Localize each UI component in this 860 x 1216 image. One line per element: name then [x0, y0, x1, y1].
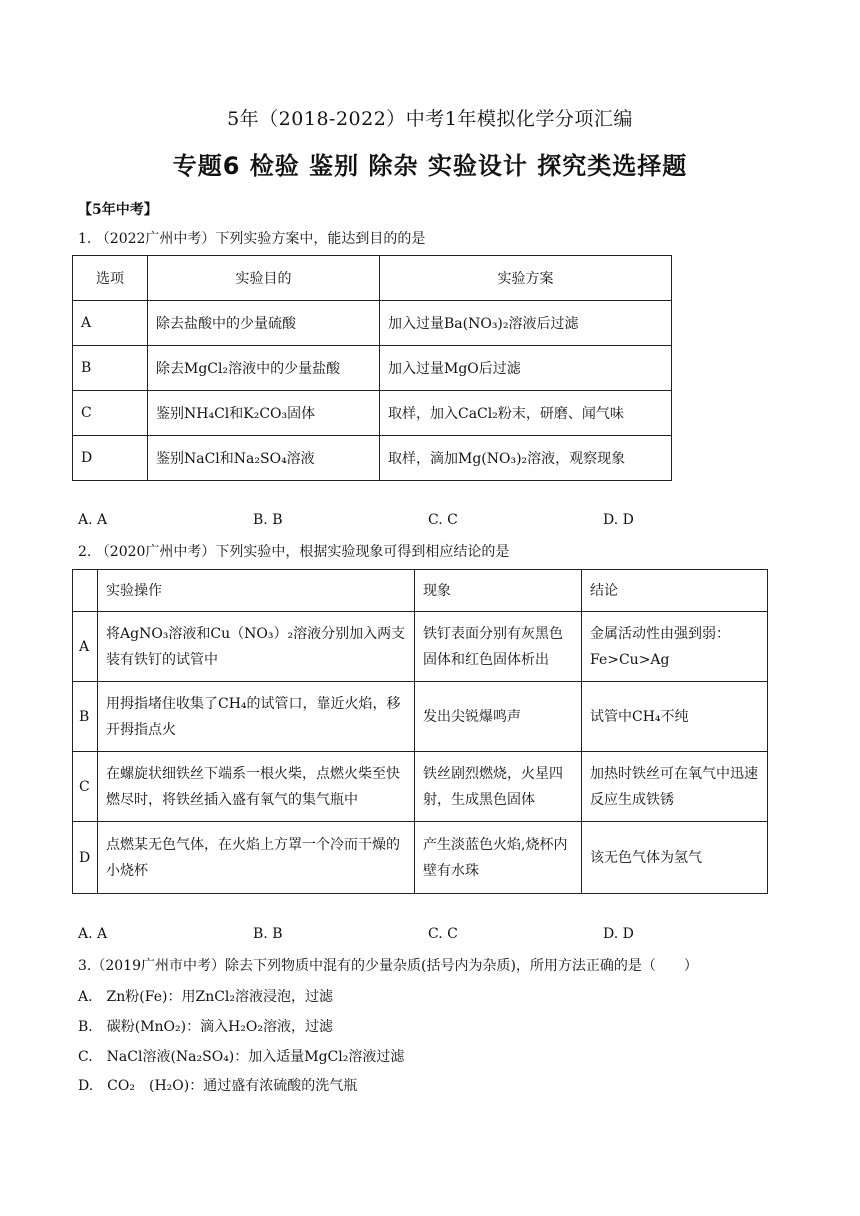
question-2-table — [72, 569, 768, 894]
question-2-options — [78, 926, 778, 942]
table-cell: 在螺旋状细铁丝下端系一根火柴，点燃火柴至快燃尽时，将铁丝插入盛有氧气的集气瓶中 — [98, 752, 415, 822]
document-subtitle: 5年（2018-2022）中考1年模拟化学分项汇编 — [227, 108, 633, 130]
table-row — [73, 682, 768, 752]
answer-option: C. C — [428, 512, 458, 528]
table-cell: 铁钉表面分别有灰黑色固体和红色固体析出 — [415, 612, 582, 682]
table-row — [73, 436, 672, 481]
answer-option: B. B — [253, 926, 283, 942]
table-cell: 取样，滴加Mg(NO₃)₂溶液，观察现象 — [380, 436, 672, 481]
answer-option: B. B — [253, 512, 283, 528]
table-row — [73, 752, 768, 822]
section-label: 【5年中考】 — [78, 202, 158, 218]
header-cell: 选项 — [73, 256, 148, 301]
table-cell: 试管中CH₄不纯 — [582, 682, 768, 752]
table-cell: 鉴别NaCl和Na₂SO₄溶液 — [148, 436, 380, 481]
header-cell: 现象 — [415, 570, 582, 612]
document-title: 专题6 检验 鉴别 除杂 实验设计 探究类选择题 — [172, 152, 688, 180]
table-cell: 产生淡蓝色火焰,烧杯内壁有水珠 — [415, 822, 582, 894]
answer-option: A. Zn粉(Fe)：用ZnCl₂溶液浸泡，过滤 — [78, 989, 334, 1005]
table-cell: 发出尖锐爆鸣声 — [415, 682, 582, 752]
answer-option: A. A — [78, 926, 108, 942]
answer-option: C. NaCl溶液(Na₂SO₄)：加入适量MgCl₂溶液过滤 — [78, 1049, 405, 1065]
answer-option: D. D — [603, 512, 634, 528]
table-cell: 鉴别NH₄Cl和K₂CO₃固体 — [148, 391, 380, 436]
table-cell: B — [73, 346, 148, 391]
table-cell: 将AgNO₃溶液和Cu（NO₃）₂溶液分别加入两支装有铁钉的试管中 — [98, 612, 415, 682]
table-cell: 加热时铁丝可在氧气中迅速反应生成铁锈 — [582, 752, 768, 822]
table-cell: 加入过量Ba(NO₃)₂溶液后过滤 — [380, 301, 672, 346]
answer-option: A. A — [78, 512, 108, 528]
header-cell: 实验方案 — [380, 256, 672, 301]
table-cell: C — [73, 752, 98, 822]
table-cell: D — [73, 822, 98, 894]
table-cell: 加入过量MgO后过滤 — [380, 346, 672, 391]
table-cell: 金属活动性由强到弱：Fe>Cu>Ag — [582, 612, 768, 682]
table-cell: 点燃某无色气体，在火焰上方罩一个冷而干燥的小烧杯 — [98, 822, 415, 894]
table-header-row — [73, 256, 672, 301]
header-cell: 实验操作 — [98, 570, 415, 612]
table-cell: 除去MgCl₂溶液中的少量盐酸 — [148, 346, 380, 391]
table-row — [73, 612, 768, 682]
table-cell: A — [73, 301, 148, 346]
answer-option: C. C — [428, 926, 458, 942]
answer-option: D. CO₂ (H₂O)：通过盛有浓硫酸的洗气瓶 — [78, 1078, 358, 1094]
question-1-table — [72, 255, 672, 481]
question-1-stem: 1. （2022广州中考）下列实验方案中，能达到目的的是 — [78, 231, 426, 247]
table-cell: 该无色气体为氢气 — [582, 822, 768, 894]
question-1-options — [78, 512, 778, 528]
header-cell — [73, 570, 98, 612]
table-cell: A — [73, 612, 98, 682]
table-cell: 用拇指堵住收集了CH₄的试管口，靠近火焰，移开拇指点火 — [98, 682, 415, 752]
table-row — [73, 346, 672, 391]
question-3-stem: 3.（2019广州市中考）除去下列物质中混有的少量杂质(括号内为杂质)，所用方法正确的是（ ） — [78, 958, 698, 974]
table-cell: 取样，加入CaCl₂粉末，研磨、闻气味 — [380, 391, 672, 436]
answer-option: D. D — [603, 926, 634, 942]
table-cell: D — [73, 436, 148, 481]
table-cell: B — [73, 682, 98, 752]
answer-option: B. 碳粉(MnO₂)：滴入H₂O₂溶液，过滤 — [78, 1019, 334, 1035]
table-cell: 铁丝剧烈燃烧，火星四射，生成黑色固体 — [415, 752, 582, 822]
question-2-stem: 2. （2020广州中考）下列实验中，根据实验现象可得到相应结论的是 — [78, 544, 510, 560]
table-header-row — [73, 570, 768, 612]
table-row — [73, 822, 768, 894]
table-row — [73, 391, 672, 436]
header-cell: 结论 — [582, 570, 768, 612]
table-row — [73, 301, 672, 346]
header-cell: 实验目的 — [148, 256, 380, 301]
table-cell: C — [73, 391, 148, 436]
table-cell: 除去盐酸中的少量硫酸 — [148, 301, 380, 346]
